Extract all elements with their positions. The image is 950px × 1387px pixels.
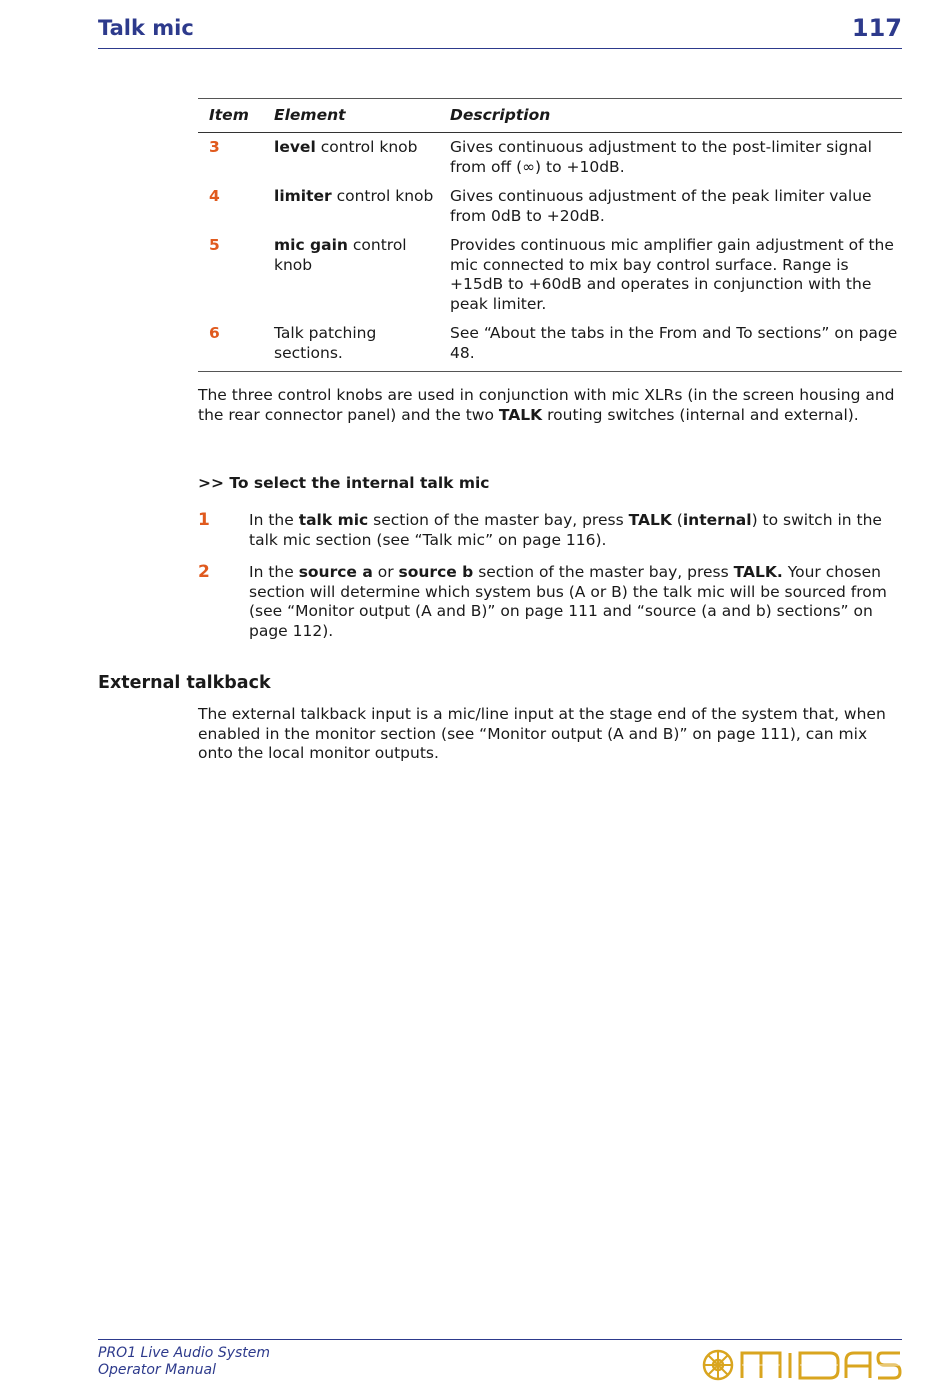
- item-number: 3: [209, 138, 220, 156]
- paragraph-text: The three control knobs are used in conjunction with mic XLRs (in the screen housing and the rear connector panel) and the two: [198, 386, 895, 424]
- section-heading: External talkback: [98, 673, 271, 693]
- element-suffix: control knob: [315, 138, 418, 156]
- table-row: [198, 133, 902, 177]
- item-number: 4: [209, 187, 220, 205]
- procedure-title: >> To select the internal talk mic: [198, 474, 490, 492]
- intro-paragraph: [198, 386, 902, 425]
- description-cell: Provides continuous mic amplifier gain adjustment of the mic connected to mix bay control surface. Range is +15dB to +60dB and operates in conjunction with the peak limiter.: [450, 236, 894, 313]
- item-number: 6: [209, 324, 220, 342]
- element-cell: [274, 138, 450, 177]
- page-footer: [98, 1339, 902, 1378]
- item-number: 5: [209, 236, 220, 254]
- page-number: 117: [851, 14, 902, 42]
- footer-text: [98, 1345, 270, 1379]
- paragraph-text: routing switches (internal and external).: [542, 405, 859, 424]
- element-cell: [274, 324, 450, 363]
- element-name: limiter: [274, 187, 332, 205]
- table-row: [198, 226, 902, 314]
- element-cell: [274, 236, 450, 314]
- table-header-row: [198, 99, 902, 133]
- header-element: Element: [274, 105, 346, 124]
- footer-manual: Operator Manual: [98, 1362, 216, 1378]
- talk-keyword: TALK: [498, 405, 543, 424]
- element-suffix: control knob: [274, 236, 407, 274]
- description-cell: Gives continuous adjustment to the post-limiter signal from off (∞) to +10dB.: [450, 138, 872, 176]
- step-1: [198, 511, 902, 550]
- element-suffix: Talk patching sections.: [274, 324, 377, 362]
- footer-product: PRO1 Live Audio System: [98, 1345, 271, 1361]
- controls-table: [198, 98, 902, 372]
- description-cell: Gives continuous adjustment of the peak limiter value from 0dB to +20dB.: [450, 187, 872, 225]
- element-suffix: control knob: [331, 187, 434, 205]
- step-text: In the source a or source b section of the master bay, press TALK. Your chosen section will determine which system bus (A or B) the talk mic will be sourced from (see “Monitor output (A and B)” on page 111 and “source (a and b) sections” on page 112).: [249, 563, 887, 640]
- page-header: [98, 14, 902, 49]
- midas-logo: [702, 1348, 902, 1382]
- external-talkback-paragraph: The external talkback input is a mic/line input at the stage end of the system that, when enabled in the monitor section (see “Monitor output (A and B)” on page 111), can mix onto the local monitor outputs.: [198, 705, 886, 762]
- element-name: level: [274, 138, 316, 156]
- table-row: [198, 314, 902, 371]
- element-name: mic gain: [274, 236, 348, 254]
- step-number: 1: [198, 510, 210, 530]
- header-description: Description: [450, 105, 551, 124]
- step-number: 2: [198, 562, 210, 582]
- step-text: In the talk mic section of the master bay, press TALK (internal) to switch in the talk mic section (see “Talk mic” on page 116).: [249, 511, 882, 549]
- step-2: [198, 563, 902, 641]
- description-cell: See “About the tabs in the From and To sections” on page 48.: [450, 324, 898, 362]
- header-item: Item: [209, 105, 249, 124]
- table-row: [198, 177, 902, 226]
- element-cell: [274, 187, 450, 226]
- section-title: Talk mic: [98, 16, 194, 40]
